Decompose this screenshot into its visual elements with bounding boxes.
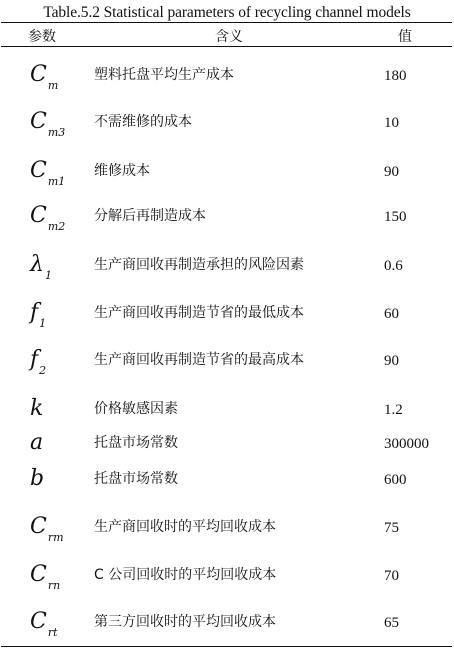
- parameter-value: 0.6: [384, 258, 403, 274]
- parameter-symbol: [30, 609, 57, 639]
- header-param: 参数: [28, 29, 56, 45]
- symbol-base: C: [30, 109, 47, 134]
- table-row: [0, 609, 454, 639]
- symbol-base: C: [30, 562, 47, 587]
- parameter-value: 75: [384, 520, 399, 536]
- symbol-base: C: [30, 158, 47, 183]
- parameter-value: 180: [384, 68, 407, 84]
- parameter-meaning: 维修成本: [94, 163, 150, 179]
- parameter-value: 60: [384, 306, 399, 322]
- symbol-subscript: rt: [47, 626, 58, 639]
- symbol-subscript: 1: [44, 269, 52, 282]
- table-row: [0, 562, 454, 592]
- parameter-meaning: 生产商回收再制造节省的最高成本: [94, 352, 304, 368]
- parameter-value: 65: [384, 615, 399, 631]
- parameter-symbol: [30, 300, 45, 330]
- symbol-base: a: [30, 430, 44, 455]
- symbol-subscript: m: [47, 79, 59, 92]
- symbol-subscript: m3: [47, 126, 66, 139]
- parameter-meaning: 生产商回收时的平均回收成本: [94, 519, 276, 535]
- table-row: [0, 514, 454, 544]
- table-bottom-rule: [1, 646, 452, 647]
- parameter-symbol: [30, 109, 64, 139]
- header-meaning: 含义: [215, 29, 243, 45]
- table-header-rule: [1, 46, 452, 47]
- parameter-value: 90: [384, 164, 399, 180]
- table-top-rule: [1, 22, 452, 23]
- parameter-meaning: 不需维修的成本: [94, 114, 192, 130]
- table-row: [0, 252, 454, 282]
- symbol-subscript: 2: [39, 364, 47, 377]
- parameter-symbol: [30, 396, 43, 426]
- parameter-value: 300000: [384, 436, 429, 452]
- parameter-symbol: [30, 252, 51, 282]
- parameter-meaning: 生产商回收再制造承担的风险因素: [94, 257, 304, 273]
- table-row: [0, 158, 454, 188]
- symbol-base: b: [30, 466, 45, 491]
- table-caption: Table.5.2 Statistical parameters of recycling channel models: [43, 4, 411, 21]
- symbol-base: C: [30, 62, 47, 87]
- table-row: [0, 396, 454, 426]
- symbol-base: f: [30, 300, 39, 325]
- table-row: [0, 430, 454, 460]
- symbol-base: f: [30, 347, 39, 372]
- parameter-meaning: 托盘市场常数: [94, 435, 178, 451]
- parameter-symbol: [30, 158, 64, 188]
- symbol-base: C: [30, 203, 47, 228]
- parameter-symbol: [30, 203, 64, 233]
- symbol-base: λ: [30, 252, 44, 277]
- parameter-meaning: 第三方回收时的平均回收成本: [94, 614, 276, 630]
- parameter-value: 10: [384, 115, 399, 131]
- parameter-symbol: [30, 347, 45, 377]
- symbol-subscript: m2: [47, 220, 66, 233]
- parameter-meaning: 托盘市场常数: [94, 471, 178, 487]
- parameter-meaning: 塑料托盘平均生产成本: [94, 67, 234, 83]
- header-value: 值: [398, 29, 412, 45]
- parameter-value: 1.2: [384, 402, 403, 418]
- parameter-symbol: [30, 430, 43, 460]
- table-row: [0, 347, 454, 377]
- parameter-symbol: [30, 562, 59, 592]
- symbol-subscript: rm: [47, 531, 64, 544]
- parameter-symbol: [30, 62, 57, 92]
- parameter-meaning: 分解后再制造成本: [94, 208, 206, 224]
- parameter-meaning: C 公司回收时的平均回收成本: [94, 567, 277, 583]
- symbol-base: C: [30, 514, 47, 539]
- table-row: [0, 62, 454, 92]
- parameter-symbol: [30, 514, 63, 544]
- table-row: [0, 109, 454, 139]
- parameter-value: 150: [384, 209, 407, 225]
- parameter-symbol: [30, 466, 44, 496]
- parameter-value: 70: [384, 568, 399, 584]
- table-row: [0, 466, 454, 496]
- parameter-meaning: 价格敏感因素: [94, 401, 178, 417]
- symbol-base: C: [30, 609, 47, 634]
- symbol-subscript: m1: [47, 175, 66, 188]
- parameter-value: 600: [384, 472, 407, 488]
- parameter-value: 90: [384, 353, 399, 369]
- parameter-meaning: 生产商回收再制造节省的最低成本: [94, 305, 304, 321]
- table-row: [0, 300, 454, 330]
- symbol-subscript: rn: [47, 579, 61, 592]
- table-row: [0, 203, 454, 233]
- symbol-subscript: 1: [39, 317, 47, 330]
- symbol-base: k: [30, 396, 44, 421]
